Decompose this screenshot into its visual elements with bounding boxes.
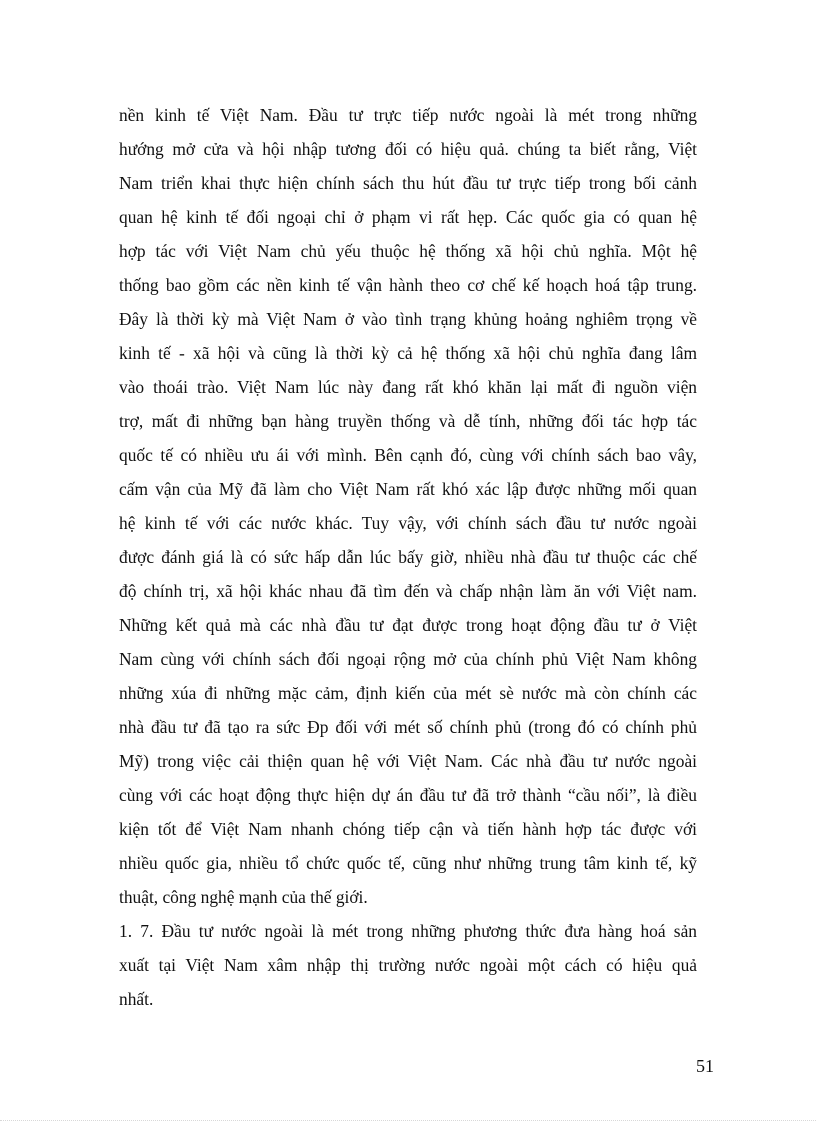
text-line: độ chính trị, xã hội khác nhau đã tìm đến và chấp nhận làm ăn với Việt nam.	[119, 581, 697, 601]
text-line: nền kinh tế Việt Nam. Đầu tư trực tiếp nước ngoài là mét trong những	[119, 105, 697, 125]
section-heading-line: xuất tại Việt Nam xâm nhập thị trường nước ngoài một cách có hiệu quả	[119, 955, 697, 975]
text-line: trợ, mất đi những bạn hàng truyền thống và dễ tính, những đối tác hợp tác	[119, 411, 697, 431]
text-line: thống bao gồm các nền kinh tế vận hành theo cơ chế kế hoạch hoá tập trung.	[119, 275, 697, 295]
text-line: hướng mở cửa và hội nhập tương đối có hiệu quả. chúng ta biết rằng, Việt	[119, 139, 697, 159]
text-line: Những kết quả mà các nhà đầu tư đạt được trong hoạt động đầu tư ở Việt	[119, 615, 697, 635]
text-line: hợp tác với Việt Nam chủ yếu thuộc hệ thống xã hội chủ nghĩa. Một hệ	[119, 241, 697, 261]
text-line: kinh tế - xã hội và cũng là thời kỳ cả hệ thống xã hội chủ nghĩa đang lâm	[119, 343, 697, 363]
text-line: thuật, công nghệ mạnh của thế giới.	[119, 887, 368, 907]
text-line: được đánh giá là có sức hấp dẫn lúc bấy giờ, nhiều nhà đầu tư thuộc các chế	[119, 547, 697, 567]
text-line: cùng với các hoạt động thực hiện dự án đầu tư đã trở thành “cầu nối”, là điều	[119, 785, 697, 805]
text-line: Nam triển khai thực hiện chính sách thu hút đầu tư trực tiếp trong bối cảnh	[119, 173, 697, 193]
text-line: vào thoái trào. Việt Nam lúc này đang rất khó khăn lại mất đi nguồn viện	[119, 377, 697, 397]
text-line: nhiều quốc gia, nhiều tổ chức quốc tế, cũng như những trung tâm kinh tế, kỹ	[119, 853, 697, 873]
text-line: hệ kinh tế với các nước khác. Tuy vậy, với chính sách đầu tư nước ngoài	[119, 513, 697, 533]
page-number: 51	[696, 1056, 714, 1076]
text-line: những xúa đi những mặc cảm, định kiến của mét sè nước mà còn chính các	[119, 683, 697, 703]
text-line: nhà đầu tư đã tạo ra sức Đp đối với mét số chính phủ (trong đó có chính phủ	[119, 717, 697, 737]
body-text	[119, 98, 697, 1016]
text-line: cấm vận của Mỹ đã làm cho Việt Nam rất khó xác lập được những mối quan	[119, 479, 697, 499]
text-line: kiện tốt để Việt Nam nhanh chóng tiếp cận và tiến hành hợp tác được với	[119, 819, 697, 839]
text-line: Nam cùng với chính sách đối ngoại rộng mở của chính phủ Việt Nam không	[119, 649, 697, 669]
section-heading-line: 1. 7. Đầu tư nước ngoài là mét trong những phương thức đưa hàng hoá sản	[119, 921, 697, 941]
text-line: quan hệ kinh tế đối ngoại chỉ ở phạm vi rất hẹp. Các quốc gia có quan hệ	[119, 207, 697, 227]
text-line: Đây là thời kỳ mà Việt Nam ở vào tình trạng khủng hoảng nghiêm trọng về	[119, 309, 697, 329]
text-line: Mỹ) trong việc cải thiện quan hệ với Việt Nam. Các nhà đầu tư nước ngoài	[119, 751, 697, 771]
section-heading-line: nhất.	[119, 989, 154, 1009]
page-bottom-divider	[0, 1120, 816, 1121]
text-line: quốc tế có nhiều ưu ái với mình. Bên cạnh đó, cùng với chính sách bao vây,	[119, 445, 697, 465]
